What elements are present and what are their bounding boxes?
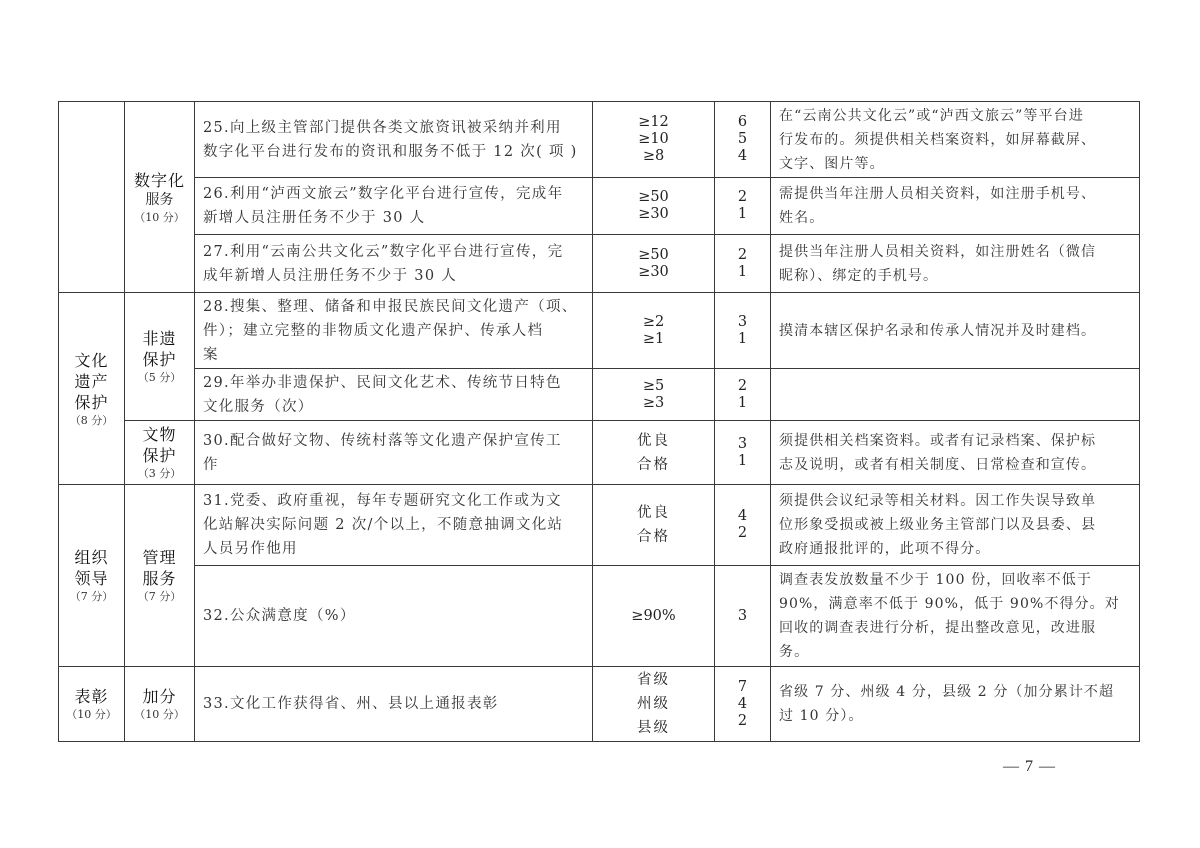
item-26: [195, 178, 593, 235]
note-text: 姓名。: [779, 210, 825, 226]
table-row: [59, 293, 1140, 369]
category-label: 组织: [74, 548, 109, 567]
score-cell: [715, 178, 771, 235]
item-27: [195, 235, 593, 293]
subcategory-points: （10 分）: [134, 708, 185, 721]
score-value: 7: [737, 678, 748, 695]
score-value: 3: [737, 435, 748, 452]
item-33: [195, 667, 593, 742]
score-value: 2: [737, 525, 748, 541]
subcategory-label: 文物: [142, 425, 177, 444]
note-text: 文字、图片等。: [779, 155, 885, 172]
subcategory-intangible-heritage: [125, 293, 195, 421]
standard-value: ≥50: [638, 246, 669, 263]
table-row: [59, 566, 1140, 667]
subcategory-label: 服务: [142, 569, 177, 588]
note-text: 在“云南公共文化云”或“泸西文旅云”等平台进: [779, 107, 1084, 124]
item-text: 成年新增人员注册任务不少于 30 人: [203, 267, 458, 284]
item-text: 作: [203, 456, 219, 473]
standard-value: 优良: [637, 432, 670, 449]
score-cell: [715, 566, 771, 667]
score-value: 2: [737, 377, 748, 394]
note-cell: [771, 485, 1140, 566]
item-text: 26.利用“泸西文旅云”数字化平台进行宣传，完成年: [203, 186, 564, 202]
note-cell: [771, 293, 1140, 369]
note-text: 过 10 分）。: [779, 708, 864, 724]
standard-value: ≥12: [638, 114, 669, 130]
evaluation-table: [58, 101, 1140, 742]
score-value: 4: [737, 508, 748, 524]
item-text: 数字化平台进行发布的资讯和服务不低于 12 次( 项 ): [203, 143, 578, 160]
item-text: 30.配合做好文物、传统村落等文化遗产保护宣传工: [203, 432, 562, 449]
table-row: [59, 667, 1140, 742]
subcategory-label: 管理: [142, 548, 177, 567]
standard-value: ≥3: [642, 394, 665, 411]
table-row: [59, 369, 1140, 421]
score-value: 1: [737, 263, 748, 280]
standard-cell: [593, 667, 715, 742]
item-text: 29.年举办非遗保护、民间文化艺术、传统节日特色: [203, 374, 562, 391]
item-text: 人员另作他用: [203, 541, 298, 557]
note-cell-empty: [771, 369, 1140, 421]
standard-value: ≥8: [642, 148, 665, 164]
standard-value: 合格: [637, 529, 670, 545]
item-30: [195, 421, 593, 485]
note-text: 提供当年注册人员相关资料，如注册姓名（微信: [779, 243, 1097, 260]
subcategory-label: 保护: [142, 446, 177, 465]
score-cell: [715, 369, 771, 421]
standard-cell: [593, 102, 715, 178]
note-cell: [771, 566, 1140, 667]
table-row: [59, 178, 1140, 235]
table-row: [59, 102, 1140, 178]
category-label: 保护: [74, 392, 109, 412]
item-text: 文化服务（次）: [203, 398, 314, 415]
note-text: 政府通报批评的，此项不得分。: [779, 541, 991, 557]
standard-cell: [593, 293, 715, 369]
item-text: 32.公众满意度（%）: [203, 608, 356, 624]
item-32: [195, 566, 593, 667]
category-points: （10 分）: [66, 708, 117, 721]
standard-value: 县级: [637, 720, 670, 736]
score-value: 2: [737, 712, 748, 729]
subcategory-points: （5 分）: [137, 371, 182, 384]
table-row: [59, 235, 1140, 293]
standard-value: 省级: [637, 672, 670, 688]
note-cell: [771, 178, 1140, 235]
item-text: 31.党委、政府重视，每年专题研究文化工作或为文: [203, 493, 562, 509]
item-31: [195, 485, 593, 566]
category-label: 表彰: [74, 687, 109, 706]
standard-value: ≥5: [642, 377, 665, 394]
score-value: 4: [737, 148, 748, 164]
score-value: 2: [737, 246, 748, 263]
subcategory-points: （10 分）: [134, 210, 185, 224]
item-text: 件）；建立完整的非物质文化遗产保护、传承人档: [203, 322, 544, 339]
item-text: 28.搜集、整理、储备和申报民族民间文化遗产（项、: [203, 298, 578, 315]
standard-cell: [593, 369, 715, 421]
note-text: 须提供会议纪录等相关材料。因工作失误导致单: [779, 493, 1097, 509]
standard-value: ≥10: [638, 131, 669, 147]
item-25: [195, 102, 593, 178]
note-cell: [771, 667, 1140, 742]
score-value: 1: [737, 206, 748, 222]
category-points: （7 分）: [69, 590, 114, 603]
standard-cell: [593, 485, 715, 566]
score-cell: [715, 293, 771, 369]
subcategory-bonus-points: [125, 667, 195, 742]
note-text: 回收的调查表进行分析，提出整改意见，改进服: [779, 620, 1097, 636]
subcategory-label: 非遗: [142, 329, 177, 348]
standard-value: ≥30: [638, 263, 669, 280]
score-value: 2: [737, 189, 748, 205]
subcategory-label-2: 服务: [145, 191, 174, 208]
standard-value: 优良: [637, 505, 670, 521]
standard-value: ≥1: [642, 330, 665, 347]
standard-cell: [593, 566, 715, 667]
standard-value: ≥2: [642, 313, 665, 330]
item-text: 33.文化工作获得省、州、县以上通报表彰: [203, 696, 499, 712]
item-text: 27.利用“云南公共文化云”数字化平台进行宣传，完: [203, 243, 564, 260]
item-text: 25.向上级主管部门提供各类文旅资讯被采纳并利用: [203, 119, 562, 136]
item-text: 新增人员注册任务不少于 30 人: [203, 210, 426, 226]
score-value: 1: [737, 394, 748, 411]
subcategory-management-service: [125, 485, 195, 667]
score-value: 3: [737, 607, 748, 624]
note-text: 需提供当年注册人员相关资料，如注册手机号、: [779, 186, 1097, 202]
standard-value: ≥50: [638, 189, 669, 205]
note-text: 位形象受损或被上级业务主管部门以及县委、县: [779, 517, 1097, 533]
score-value: 3: [737, 313, 748, 330]
item-text: 化站解决实际问题 2 次/个以上，不随意抽调文化站: [203, 517, 564, 533]
subcategory-label: 保护: [142, 350, 177, 369]
note-text: 志及说明，或者有相关制度、日常检查和宣传。: [779, 456, 1097, 473]
page-number: — 7 —: [1003, 758, 1056, 775]
score-value: 1: [737, 452, 748, 469]
category-points: （8 分）: [69, 413, 114, 427]
item-text: 案: [203, 346, 219, 363]
standard-value: 州级: [637, 696, 670, 712]
note-text: 须提供相关档案资料。或者有记录档案、保护标: [779, 432, 1097, 449]
table-row: [59, 485, 1140, 566]
score-value: 4: [737, 695, 748, 712]
note-text: 行发布的。须提供相关档案资料，如屏幕截屏、: [779, 131, 1097, 148]
score-cell: [715, 421, 771, 485]
score-value: 5: [737, 131, 748, 147]
note-cell: [771, 235, 1140, 293]
note-text: 省级 7 分、州级 4 分，县级 2 分（加分累计不超: [779, 684, 1115, 700]
subcategory-cultural-relics: [125, 421, 195, 485]
item-29: [195, 369, 593, 421]
standard-value: 合格: [637, 456, 670, 473]
standard-cell: [593, 235, 715, 293]
score-value: 1: [737, 330, 748, 347]
item-28: [195, 293, 593, 369]
score-cell: [715, 485, 771, 566]
note-text: 调查表发放数量不少于 100 份，回收率不低于: [779, 572, 1092, 588]
category-cell-empty: [59, 102, 125, 293]
subcategory-points: （3 分）: [137, 467, 182, 480]
category-heritage-protection: [59, 293, 125, 485]
standard-value: ≥30: [638, 206, 669, 222]
category-label: 遗产: [74, 371, 109, 391]
note-text: 90%，满意率不低于 90%，低于 90%不得分。对: [779, 596, 1120, 612]
standard-cell: [593, 178, 715, 235]
score-cell: [715, 102, 771, 178]
subcategory-points: （7 分）: [137, 590, 182, 603]
score-cell: [715, 667, 771, 742]
subcategory-label: 加分: [142, 687, 177, 706]
category-label: 领导: [74, 569, 109, 588]
subcategory-digital-service: [125, 102, 195, 293]
category-label: 文化: [74, 350, 109, 370]
category-commendation: [59, 667, 125, 742]
standard-value: ≥90%: [631, 607, 676, 624]
table-row: [59, 421, 1140, 485]
score-value: 6: [737, 114, 748, 130]
score-cell: [715, 235, 771, 293]
note-text: 昵称）、绑定的手机号。: [779, 267, 939, 284]
standard-cell: [593, 421, 715, 485]
subcategory-label: 数字化: [133, 170, 185, 190]
note-text: 务。: [779, 644, 810, 660]
note-text: 摸清本辖区保护名录和传承人情况并及时建档。: [779, 322, 1097, 339]
note-cell: [771, 421, 1140, 485]
note-cell: [771, 102, 1140, 178]
category-organization-leadership: [59, 485, 125, 667]
